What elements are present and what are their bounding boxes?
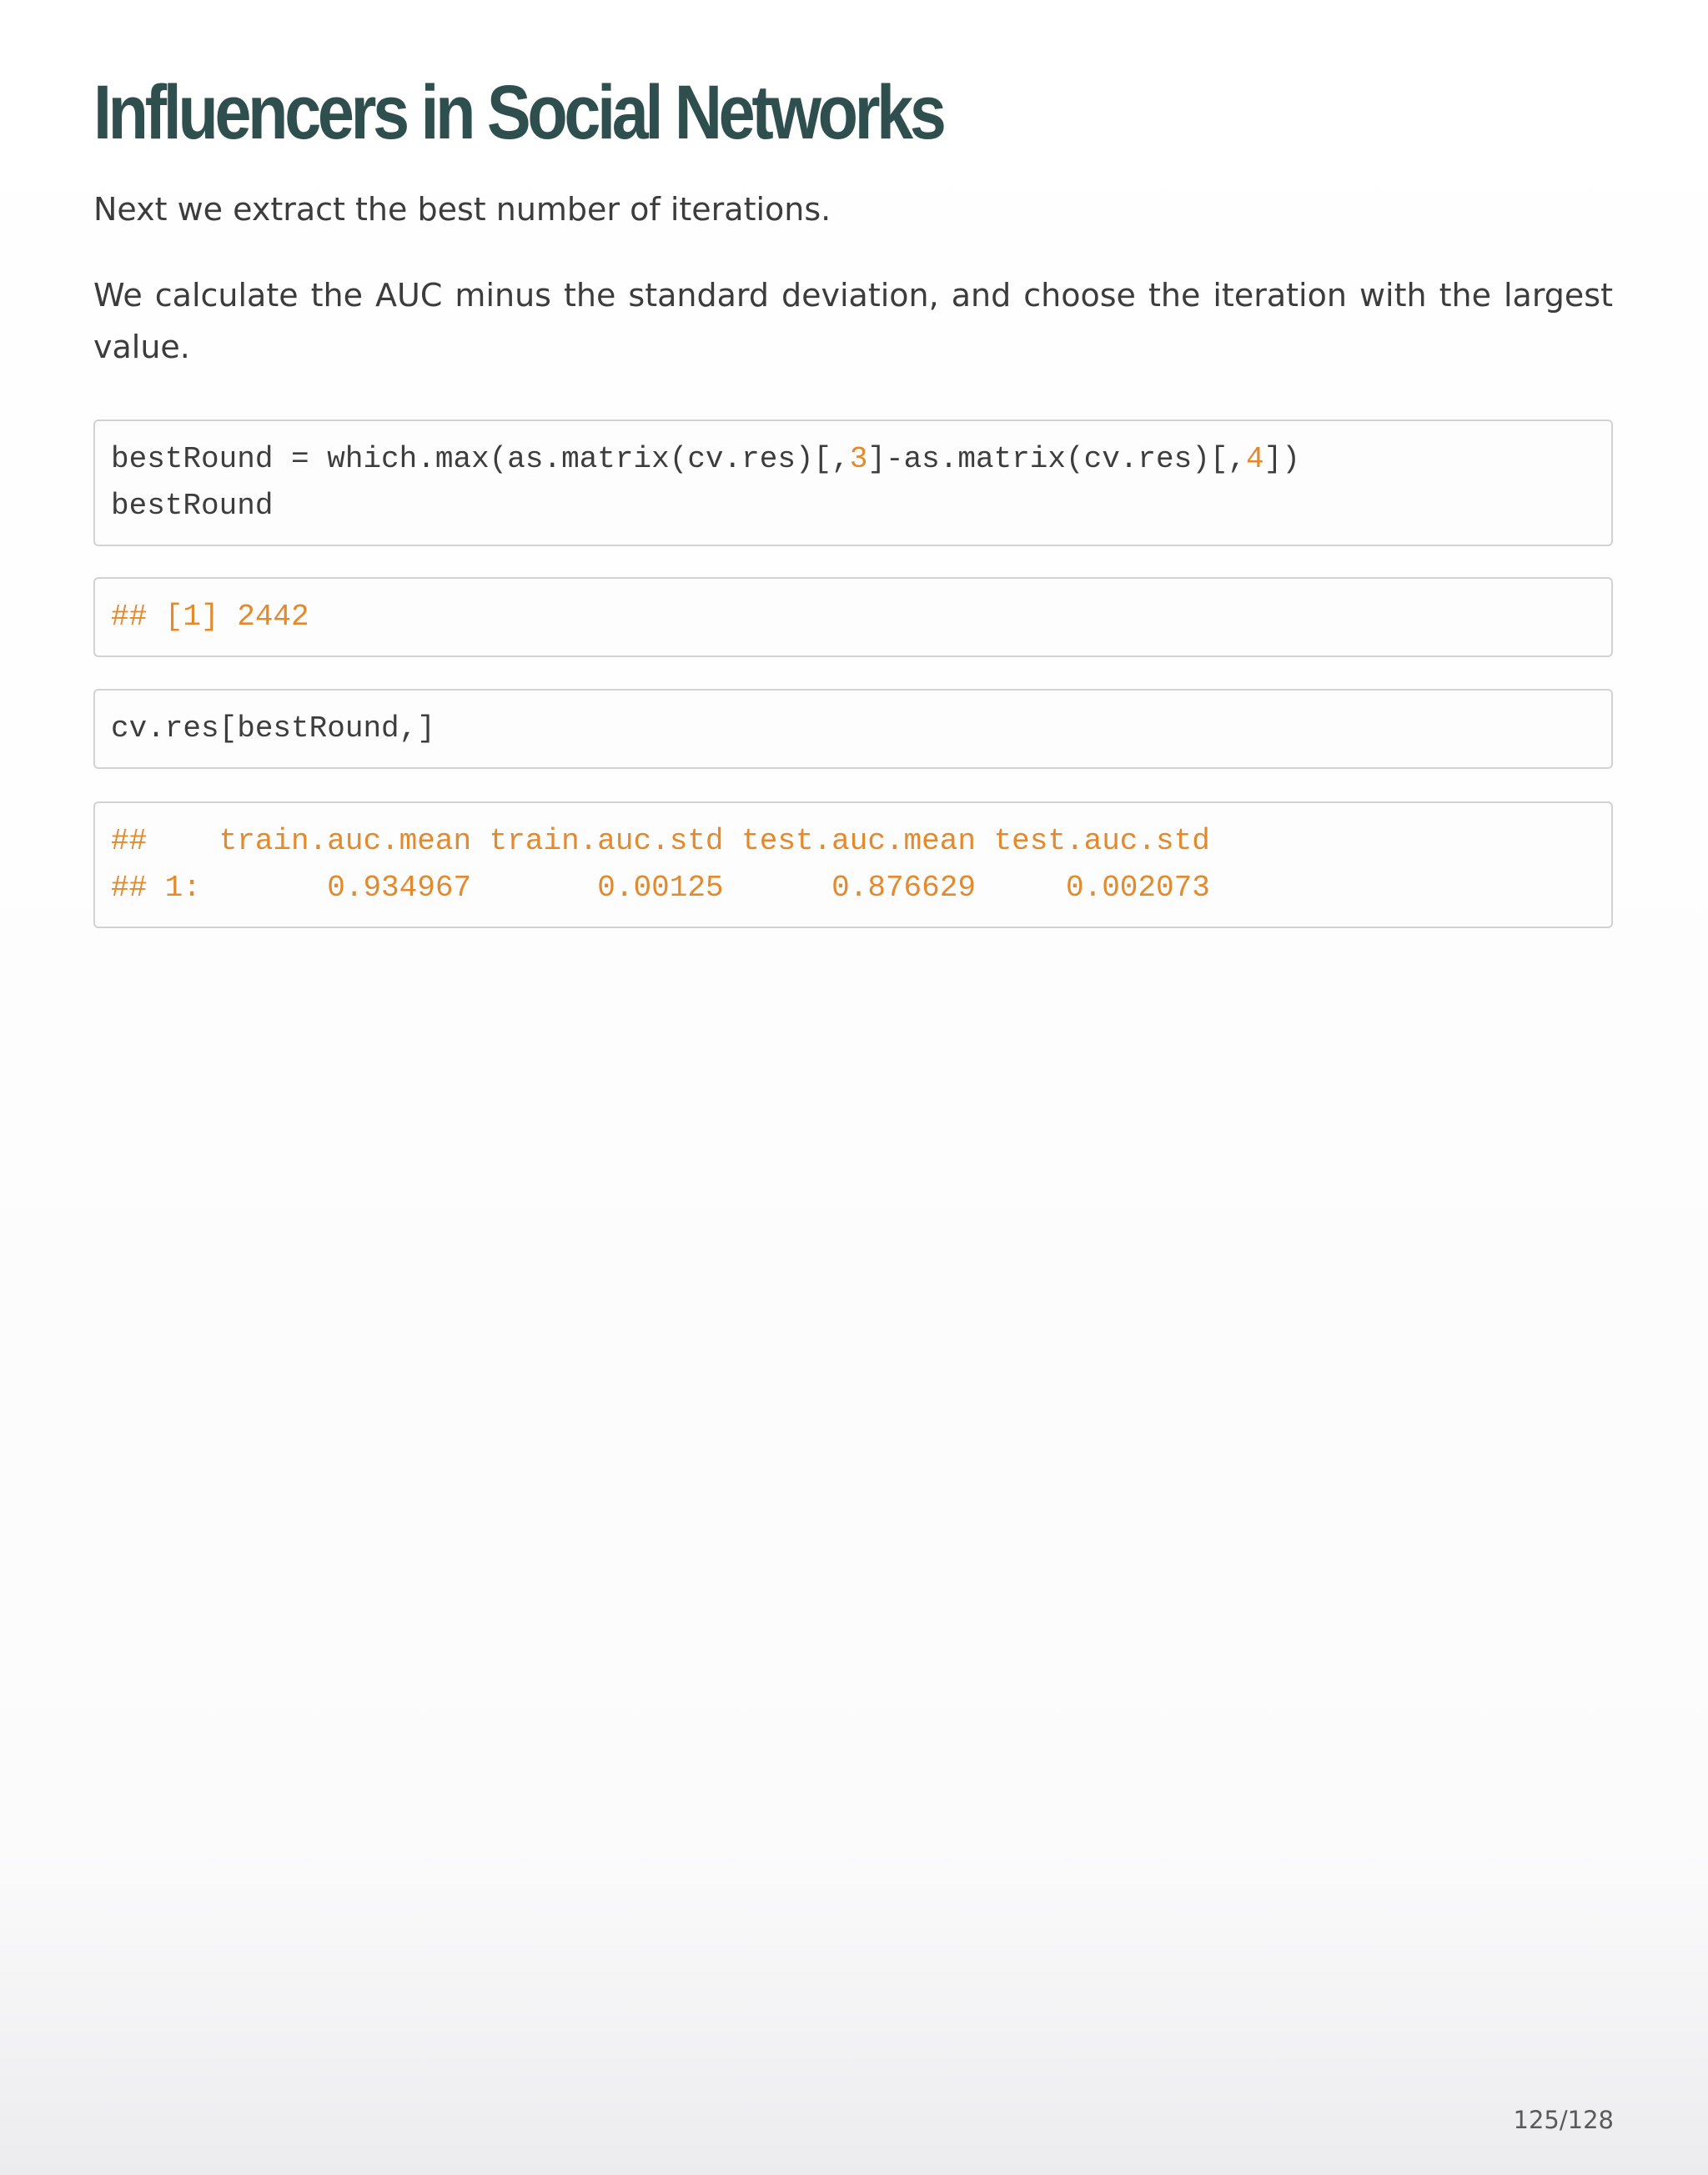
output-block-cv-res bbox=[93, 801, 1613, 928]
output-line: ## [1] 2442 bbox=[111, 600, 309, 634]
code-line bbox=[111, 436, 1611, 483]
code-number-literal: 4 bbox=[1246, 442, 1264, 476]
output-block-best-round bbox=[93, 577, 1613, 657]
code-line: cv.res[bestRound,] bbox=[111, 711, 435, 746]
code-number-literal: 3 bbox=[849, 442, 868, 476]
code-segment: bestRound = which.max(as.matrix(cv.res)[, bbox=[111, 442, 850, 476]
code-block-best-round bbox=[93, 419, 1613, 546]
code-line: bestRound bbox=[111, 489, 274, 523]
output-table-row: ## 1: 0.934967 0.00125 0.876629 0.002073 bbox=[111, 871, 1210, 905]
paragraph-explanation: We calculate the AUC minus the standard deviation, and choose the iteration with the largest value. bbox=[93, 277, 1613, 365]
code-block-cv-res bbox=[93, 689, 1613, 769]
slide-title: Influencers in Social Networks bbox=[93, 70, 943, 155]
page-number: 125/128 bbox=[1513, 2106, 1614, 2134]
code-segment: ]-as.matrix(cv.res)[, bbox=[867, 442, 1247, 476]
slide-content bbox=[93, 58, 1613, 373]
paragraph-intro: Next we extract the best number of iterations. bbox=[93, 191, 831, 228]
code-segment: ]) bbox=[1263, 442, 1300, 476]
output-table-header: ## train.auc.mean train.auc.std test.auc.mean test.auc.std bbox=[111, 824, 1210, 858]
